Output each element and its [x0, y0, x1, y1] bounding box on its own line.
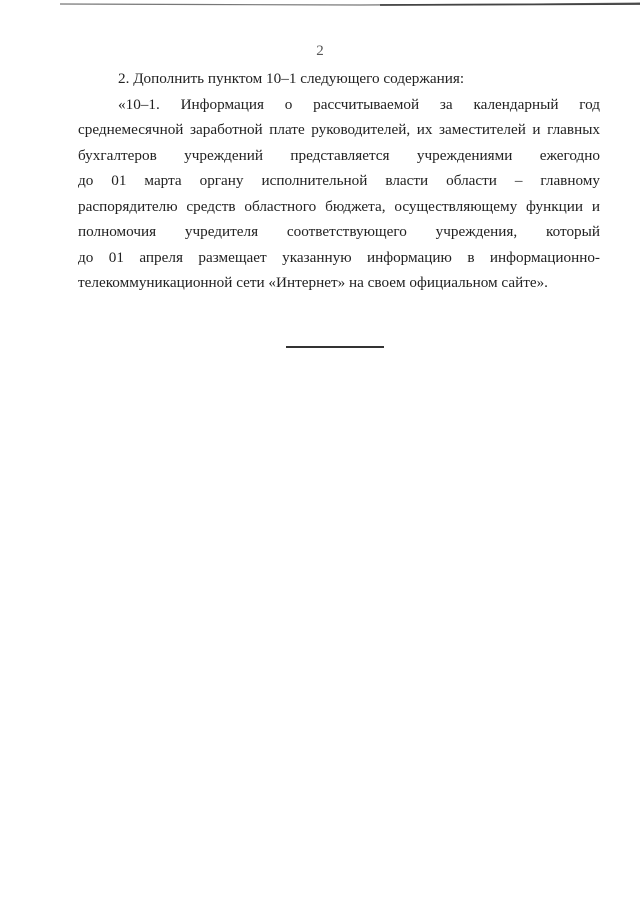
document-body — [78, 66, 600, 296]
end-separator-line — [286, 346, 384, 348]
clause-line: телекоммуникационной сети «Интернет» на своем официальном сайте». — [78, 274, 548, 291]
clause-line: до 01 апреля размещает указанную информацию в информационно- — [78, 248, 600, 266]
clause-line: полномочия учредителя соответствующего учреждения, который — [78, 223, 600, 240]
clause-line: бухгалтеров учреждений представляется учреждениями ежегодно — [78, 146, 600, 164]
item-2-paragraph: 2. Дополнить пунктом 10–1 следующего содержания: — [118, 70, 465, 87]
clause-line: распорядителю средств областного бюджета, осуществляющему функции и — [78, 197, 600, 215]
clause-line: «10–1. Информация о рассчитываемой за календарный год — [118, 95, 600, 113]
clause-line: среднемесячной заработной плате руководителей, их заместителей и главных — [78, 121, 600, 138]
clause-line: до 01 марта органу исполнительной власти области – главному — [78, 172, 600, 189]
page-number: 2 — [316, 43, 324, 59]
scan-top-edge — [0, 0, 640, 8]
